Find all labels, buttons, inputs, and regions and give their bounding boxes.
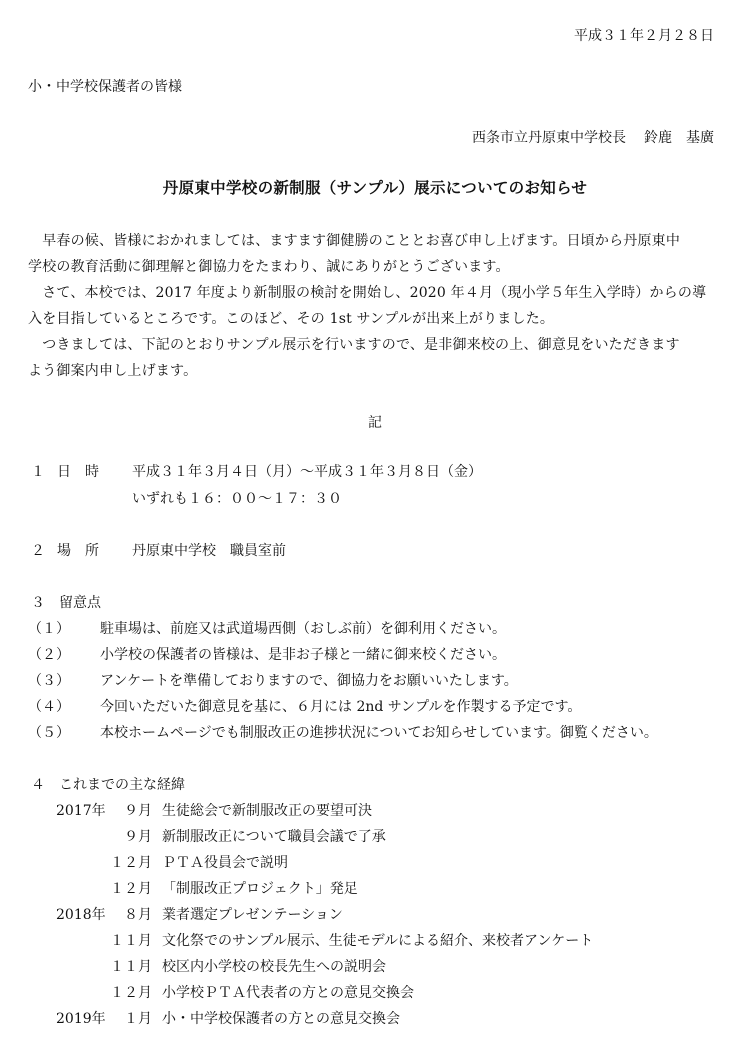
- note-number: （３）: [28, 673, 70, 689]
- history-event: 文化祭でのサンプル展示、生徒モデルによる紹介、来校者アンケート: [162, 933, 594, 949]
- history-event: 校区内小学校の校長先生への説明会: [162, 959, 386, 975]
- note-item: [0, 697, 750, 717]
- history-entry: [0, 931, 750, 951]
- history-entry: [0, 1009, 750, 1029]
- section-number: １: [31, 464, 45, 480]
- history-entry: [0, 879, 750, 899]
- history-month: ９月: [124, 829, 152, 845]
- note-item: [0, 645, 750, 665]
- notes-heading: ３ 留意点: [31, 595, 101, 611]
- history-event: 小・中学校保護者の方との意見交換会: [162, 1011, 400, 1027]
- section-label: 場 所: [57, 543, 99, 559]
- history-entry: [0, 957, 750, 977]
- note-item: [0, 671, 750, 691]
- history-month: １２月: [110, 855, 152, 871]
- body-line: さて、本校では、2017 年度より新制服の検討を開始し、2020 年４月（現小学５年生入学時）からの導: [28, 285, 707, 301]
- history-event: 「制服改正プロジェクト」発足: [162, 881, 358, 897]
- history-event: 小学校ＰＴＡ代表者の方との意見交換会: [162, 985, 414, 1001]
- history-year: 2018年: [56, 907, 106, 923]
- note-item: [0, 723, 750, 743]
- history-month: ９月: [124, 803, 152, 819]
- history-entry: [0, 801, 750, 821]
- datetime-range: 平成３１年３月４日（月）～平成３１年３月８日（金）: [132, 464, 482, 480]
- note-number: （１）: [28, 621, 70, 637]
- history-event: 生徒総会で新制服改正の要望可決: [162, 803, 372, 819]
- history-event: ＰＴＡ役員会で説明: [162, 855, 288, 871]
- ki-mark: 記: [368, 415, 382, 431]
- history-month: １１月: [110, 959, 152, 975]
- history-entry: [0, 853, 750, 873]
- location-value: 丹原東中学校 職員室前: [132, 543, 286, 559]
- history-entry: [0, 983, 750, 1003]
- section-location: [0, 541, 750, 561]
- body-line: つきましては、下記のとおりサンプル展示を行いますので、是非御来校の上、御意見をいただきます: [28, 337, 680, 353]
- history-entry: [0, 827, 750, 847]
- note-number: （５）: [28, 725, 70, 741]
- body-line: よう御案内申し上げます。: [28, 363, 198, 379]
- note-text: アンケートを準備しておりますので、御協力をお願いいたします。: [100, 673, 518, 689]
- datetime-hours: いずれも１６：００～１７：３０: [132, 491, 342, 507]
- history-month: １１月: [110, 933, 152, 949]
- history-year: 2019年: [56, 1011, 106, 1027]
- body-line: 入を目指しているところです。このほど、その 1st サンプルが出来上がりました。: [28, 311, 555, 327]
- history-event: 新制服改正について職員会議で了承: [162, 829, 386, 845]
- sender-line: [472, 131, 714, 145]
- history-heading: ４ これまでの主な経緯: [31, 777, 185, 793]
- note-text: 小学校の保護者の皆様は、是非お子様と一緒に御来校ください。: [100, 647, 506, 663]
- section-number: ２: [31, 543, 45, 559]
- body-paragraph: [28, 228, 724, 384]
- document-date: 平成３１年２月２８日: [574, 28, 714, 44]
- document-title: 丹原東中学校の新制服（サンプル）展示についてのお知らせ: [162, 179, 588, 197]
- history-year: 2017年: [56, 803, 106, 819]
- note-text: 駐車場は、前庭又は武道場西側（おしぶ前）を御利用ください。: [100, 621, 506, 637]
- section-datetime: [0, 462, 750, 482]
- sender-org: 西条市立丹原東中学校長: [472, 130, 626, 146]
- note-text: 本校ホームページでも制服改正の進捗状況についてお知らせしています。御覧ください。: [100, 725, 658, 741]
- note-item: [0, 619, 750, 639]
- history-month: ８月: [124, 907, 152, 923]
- section-label: 日 時: [57, 464, 99, 480]
- body-line: 早春の候、皆様におかれましては、ますます御健勝のこととお喜び申し上げます。日頃から丹原東中: [28, 233, 681, 249]
- history-event: 業者選定プレゼンテーション: [162, 907, 343, 923]
- recipient-line: 小・中学校保護者の皆様: [28, 79, 182, 95]
- history-entry: [0, 905, 750, 925]
- sender-name: 鈴鹿 基廣: [644, 130, 714, 146]
- note-number: （２）: [28, 647, 70, 663]
- body-line: 学校の教育活動に御理解と御協力をたまわり、誠にありがとうございます。: [28, 259, 510, 275]
- note-text: 今回いただいた御意見を基に、６月には 2nd サンプルを作製する予定です。: [100, 699, 582, 715]
- history-month: １２月: [110, 881, 152, 897]
- history-month: １月: [124, 1011, 152, 1027]
- note-number: （４）: [28, 699, 70, 715]
- history-month: １２月: [110, 985, 152, 1001]
